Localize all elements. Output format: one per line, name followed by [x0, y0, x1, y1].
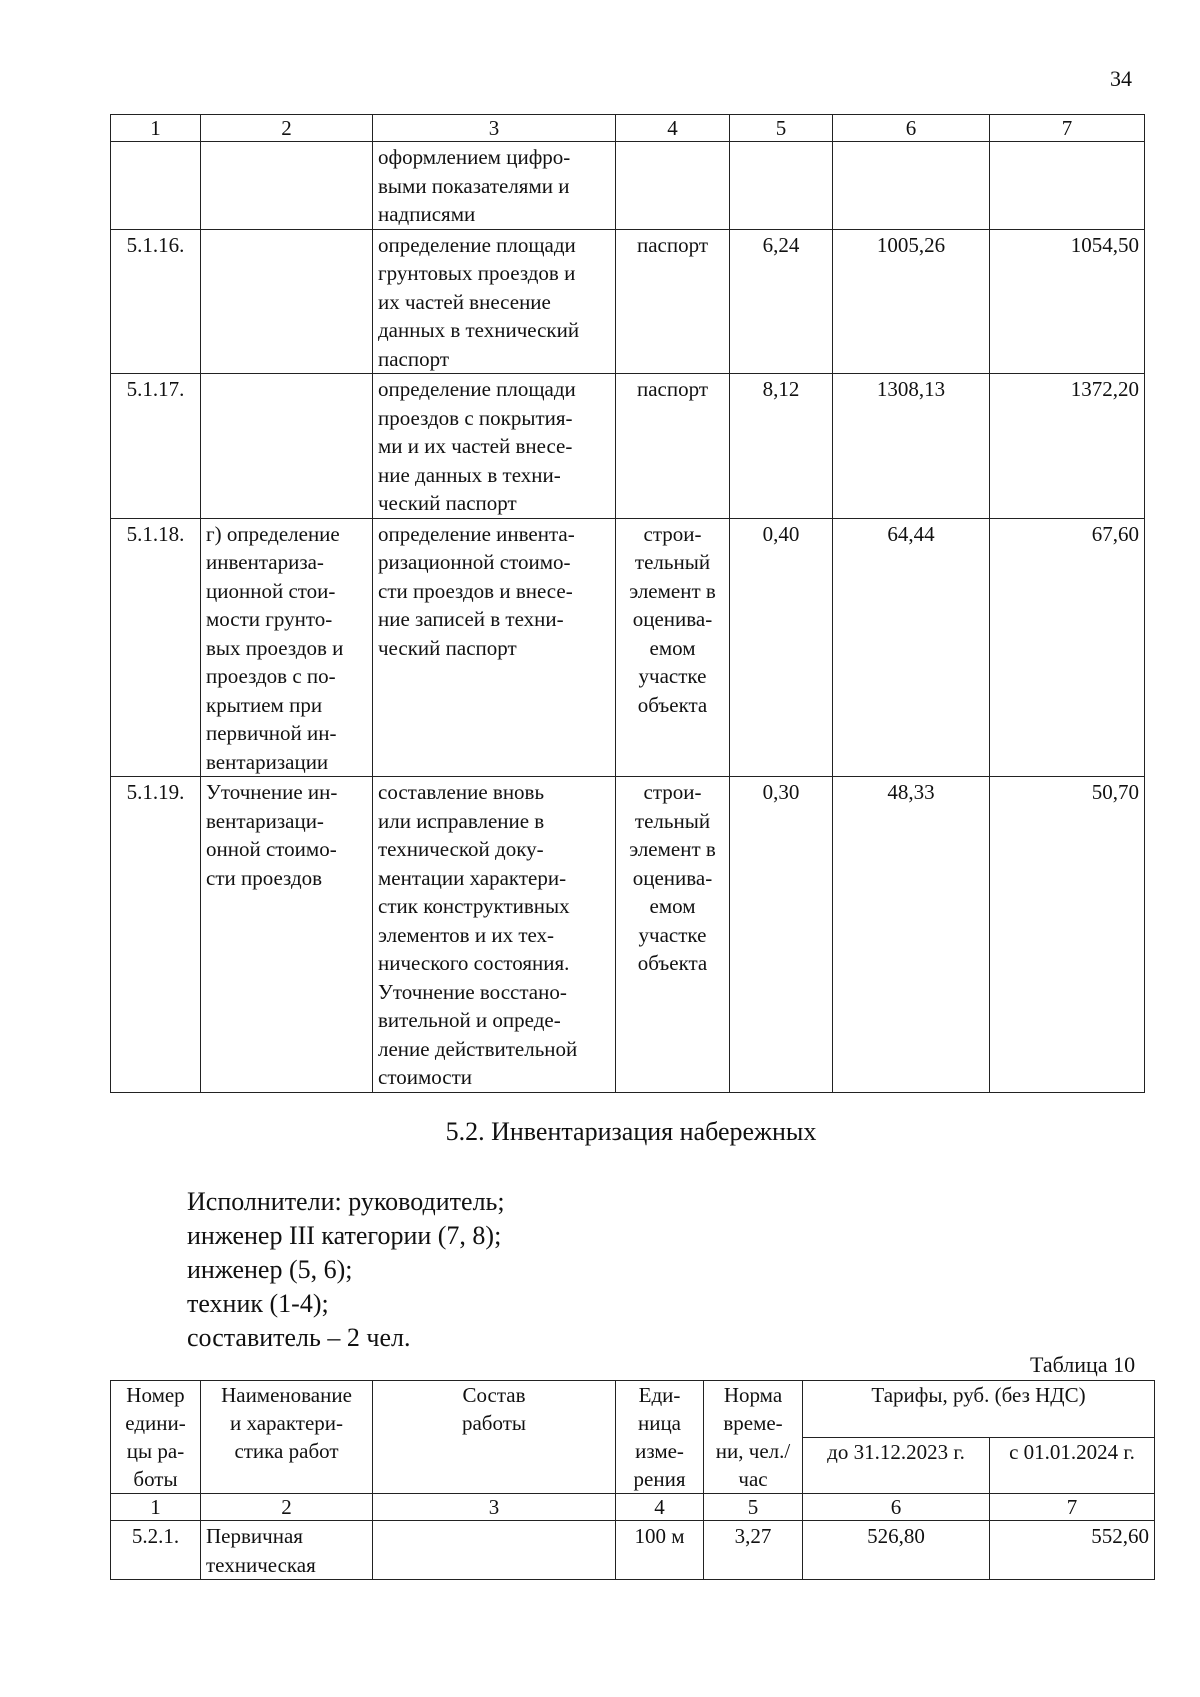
- column-number-row: [111, 115, 1145, 142]
- cell-tariff-until-2023: 1308,13: [833, 374, 990, 519]
- table-body: [111, 142, 1145, 1093]
- cell-unit: строи- тельный элемент в оценива- емом участке объекта: [616, 777, 730, 1093]
- cell-work-content: определение инвента- ризационной стоимо- сти проездов и внесе- ние записей в техни- ческий паспорт: [373, 518, 616, 777]
- cell-row-number: [111, 142, 201, 230]
- cell-work-name: Уточнение ин- вентаризаци- онной стоимо- сти проездов: [201, 777, 373, 1093]
- cell-work-content: оформлением цифро- выми показателями и надписями: [373, 142, 616, 230]
- column-number: 2: [201, 1494, 373, 1521]
- column-number: 7: [990, 1494, 1155, 1521]
- cell-work-content: определение площади проездов с покрытия- ми и их частей внесе- ние данных в техни- ческий паспорт: [373, 374, 616, 519]
- cell-row-number: 5.1.16.: [111, 229, 201, 374]
- tariff-table-10: [110, 1380, 1155, 1580]
- table-row: [111, 229, 1145, 374]
- cell-tariff-until-2023: 48,33: [833, 777, 990, 1093]
- table-caption: Таблица 10: [1030, 1352, 1136, 1377]
- column-number: 1: [111, 1494, 201, 1521]
- column-number: 3: [373, 1494, 616, 1521]
- header-work: Состав работы: [373, 1381, 616, 1494]
- column-number: 6: [833, 115, 990, 142]
- header-tariff-until-2023: до 31.12.2023 г.: [803, 1437, 990, 1494]
- header-row: [111, 1381, 1155, 1438]
- cell-time-norm: 6,24: [730, 229, 833, 374]
- column-number: 3: [373, 115, 616, 142]
- performer-line: Исполнители: руководитель;: [187, 1187, 505, 1216]
- cell-time-norm: 8,12: [730, 374, 833, 519]
- cell-tariff-from-2024: 67,60: [990, 518, 1145, 777]
- cell-unit: паспорт: [616, 229, 730, 374]
- performer-line: составитель – 2 чел.: [187, 1323, 411, 1352]
- cell-tariff-from-2024: 552,60: [990, 1521, 1155, 1580]
- cell-tariff-until-2023: 1005,26: [833, 229, 990, 374]
- tariff-table-continuation: [110, 114, 1145, 1093]
- performer-line: инженер (5, 6);: [187, 1255, 353, 1284]
- table-row: [111, 1521, 1155, 1580]
- cell-work-content: составление вновь или исправление в технической доку- ментации характери- стик конструктивных элементов и их тех- нического состояния. Уточнение восстано- вительной и опреде- ление действительной стоимости: [373, 777, 616, 1093]
- cell-tariff-from-2024: 1054,50: [990, 229, 1145, 374]
- column-number: 2: [201, 115, 373, 142]
- header-norm: Норма време- ни, чел./ час: [704, 1381, 803, 1494]
- column-number: 7: [990, 115, 1145, 142]
- cell-work-name: [201, 142, 373, 230]
- cell-time-norm: 0,30: [730, 777, 833, 1093]
- column-number-row: [111, 1494, 1155, 1521]
- header-num: Номер едини- цы ра- боты: [111, 1381, 201, 1494]
- cell-work-name: [201, 229, 373, 374]
- cell-tariff-from-2024: 1372,20: [990, 374, 1145, 519]
- cell-work-name: Первичная техническая: [201, 1521, 373, 1580]
- cell-tariff-until-2023: 526,80: [803, 1521, 990, 1580]
- cell-unit: строи- тельный элемент в оценива- емом участке объекта: [616, 518, 730, 777]
- cell-time-norm: [730, 142, 833, 230]
- performers-list: [187, 1185, 505, 1355]
- cell-tariff-until-2023: 64,44: [833, 518, 990, 777]
- table-row: [111, 374, 1145, 519]
- column-number: 5: [730, 115, 833, 142]
- column-number: 4: [616, 1494, 704, 1521]
- cell-work-content: [373, 1521, 616, 1580]
- column-number: 1: [111, 115, 201, 142]
- cell-tariff-from-2024: 50,70: [990, 777, 1145, 1093]
- column-number: 6: [803, 1494, 990, 1521]
- cell-row-number: 5.1.18.: [111, 518, 201, 777]
- section-title: 5.2. Инвентаризация набережных: [445, 1117, 817, 1146]
- table-row: [111, 142, 1145, 230]
- cell-tariff-until-2023: [833, 142, 990, 230]
- cell-row-number: 5.1.17.: [111, 374, 201, 519]
- performer-line: техник (1-4);: [187, 1289, 329, 1318]
- cell-time-norm: 3,27: [704, 1521, 803, 1580]
- header-tariff-from-2024: с 01.01.2024 г.: [990, 1437, 1155, 1494]
- cell-work-name: г) определение инвентариза- ционной стои- мости грунто- вых проездов и проездов с по- крытием при первичной ин- вентаризации: [201, 518, 373, 777]
- column-number: 5: [704, 1494, 803, 1521]
- header-unit: Еди- ница изме- рения: [616, 1381, 704, 1494]
- table-row: [111, 777, 1145, 1093]
- cell-tariff-from-2024: [990, 142, 1145, 230]
- table-body: [111, 1521, 1155, 1580]
- column-number: 4: [616, 115, 730, 142]
- header-name: Наименование и характери- стика работ: [201, 1381, 373, 1494]
- header-tariffs: Тарифы, руб. (без НДС): [803, 1381, 1155, 1438]
- cell-unit: [616, 142, 730, 230]
- table-row: [111, 518, 1145, 777]
- page-number: 34: [1110, 66, 1132, 91]
- cell-unit: паспорт: [616, 374, 730, 519]
- performer-line: инженер III категории (7, 8);: [187, 1221, 502, 1250]
- cell-time-norm: 0,40: [730, 518, 833, 777]
- cell-row-number: 5.1.19.: [111, 777, 201, 1093]
- cell-unit: 100 м: [616, 1521, 704, 1580]
- cell-work-name: [201, 374, 373, 519]
- cell-work-content: определение площади грунтовых проездов и их частей внесение данных в технический паспорт: [373, 229, 616, 374]
- cell-row-number: 5.2.1.: [111, 1521, 201, 1580]
